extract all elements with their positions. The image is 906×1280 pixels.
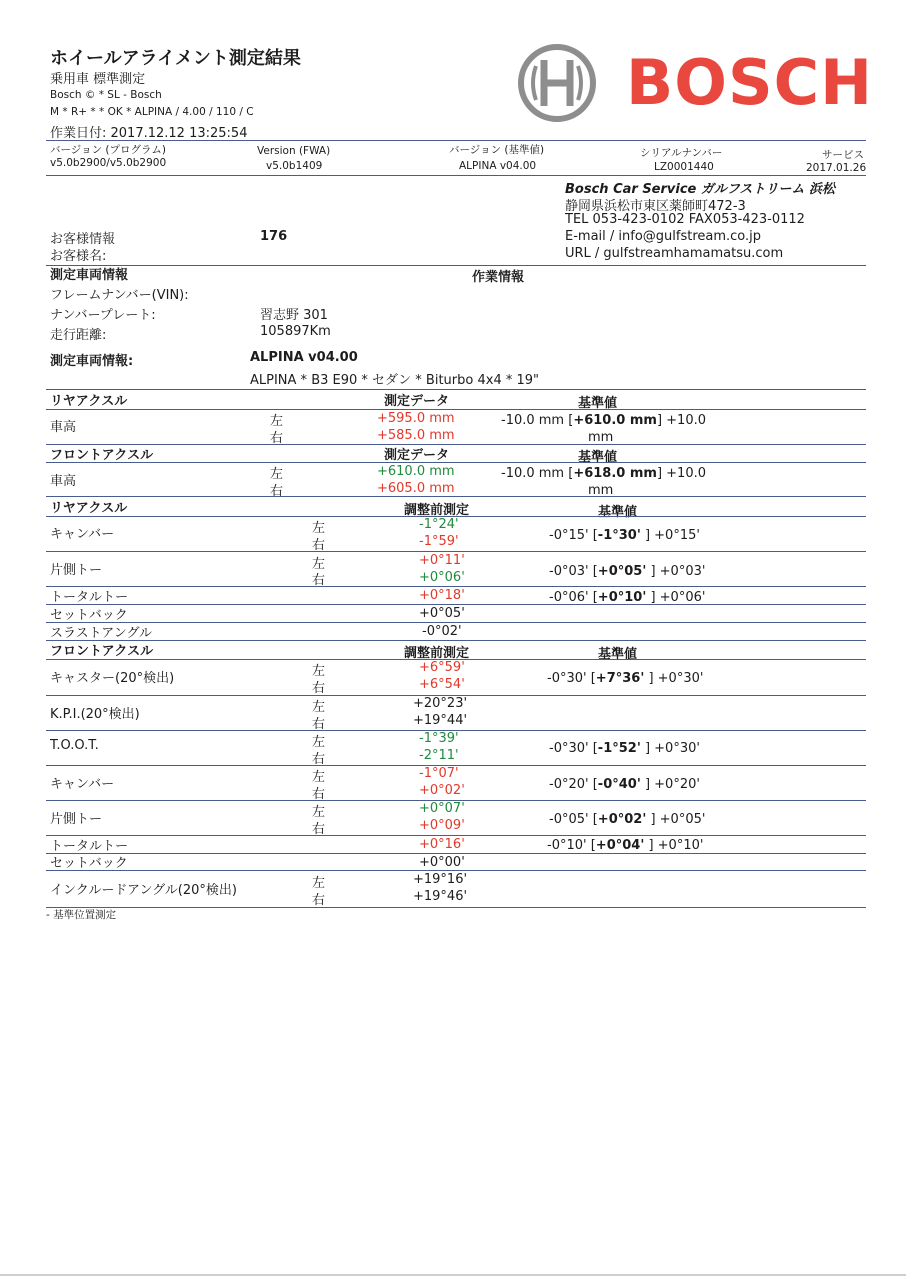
shop-name: Bosch Car Service ガルフストリーム 浜松 (565, 182, 835, 197)
model-description: ALPINA * B3 E90 * セダン * Biturbo 4x4 * 19" (250, 373, 539, 388)
front-height-label: 車高 (50, 474, 77, 489)
rear-height-left: +595.0 mm (377, 411, 455, 426)
right-label: 右 (312, 681, 326, 696)
page-edge (0, 1274, 906, 1276)
right-label: 右 (312, 573, 326, 588)
front-camber-label: キャンバー (50, 777, 115, 792)
kpi-label: K.P.I.(20°検出) (50, 707, 140, 722)
included-angle-label: インクルードアングル(20°検出) (50, 883, 237, 898)
plate-label: ナンバープレート: (50, 308, 156, 323)
col-spec-header: 基準値 (598, 647, 638, 662)
front-height-spec-unit: mm (588, 483, 614, 498)
shop-tel: TEL 053-423-0102 FAX053-423-0112 (565, 212, 805, 227)
left-label: 左 (312, 700, 326, 715)
rear-height-spec: -10.0 mm [+610.0 mm] +10.0 (501, 413, 706, 428)
right-label: 右 (270, 431, 284, 446)
front-height-spec: -10.0 mm [+618.0 mm] +10.0 (501, 466, 706, 481)
caster-left: +6°59' (419, 660, 465, 675)
rear-setback-label: セットバック (50, 608, 128, 623)
rear-camber-right: -1°59' (419, 534, 459, 549)
work-date: 作業日付: 2017.12.12 13:25:54 (50, 126, 248, 141)
bosch-wordmark: BOSCH (626, 46, 874, 119)
rear-toe-label: 片側トー (50, 563, 103, 578)
rear-camber-label: キャンバー (50, 527, 115, 542)
front-total-toe-value: +0°16' (419, 837, 465, 852)
rear-camber-left: -1°24' (419, 517, 459, 532)
fwa-version-label: Version (FWA) (257, 145, 331, 157)
front-toe-left: +0°07' (419, 801, 465, 816)
work-info-title: 作業情報 (472, 270, 525, 285)
col-before-adjust: 調整前測定 (404, 646, 470, 661)
shop-url: URL / gulfstreamhamamatsu.com (565, 246, 784, 261)
left-label: 左 (312, 805, 326, 820)
vehicle-info2-label: 測定車両情報: (50, 354, 134, 369)
front-camber-spec: -0°20' [-0°40' ] +0°20' (549, 777, 700, 792)
vehicle-section-title: 測定車両情報 (50, 268, 129, 283)
rear-setback-value: +0°05' (419, 606, 465, 621)
col-spec-header: 基準値 (578, 450, 618, 465)
customer-number: 176 (260, 229, 288, 244)
toot-label: T.O.O.T. (50, 738, 99, 753)
right-label: 右 (270, 484, 284, 499)
vin-label: フレームナンバー(VIN): (50, 288, 189, 303)
service-label: サービス (822, 149, 864, 161)
caster-label: キャスター(20°検出) (50, 671, 175, 686)
col-measure-header: 測定データ (384, 448, 450, 463)
rear-camber-spec: -0°15' [-1°30' ] +0°15' (549, 528, 700, 543)
included-angle-left: +19°16' (413, 872, 468, 887)
front-total-toe-spec: -0°10' [+0°04' ] +0°10' (547, 838, 704, 853)
system-line: Bosch © * SL - Bosch (50, 89, 162, 101)
kpi-left: +20°23' (413, 696, 468, 711)
rear-total-toe-label: トータルトー (50, 590, 129, 605)
left-label: 左 (270, 414, 284, 429)
rear-axle-height-title: リヤアクスル (50, 394, 128, 409)
program-version-label: バージョン (プログラム) (50, 144, 167, 156)
right-label: 右 (312, 538, 326, 553)
front-toe-spec: -0°05' [+0°02' ] +0°05' (549, 812, 706, 827)
shop-address: 静岡県浜松市東区薬師町472-3 (565, 199, 746, 214)
right-label: 右 (312, 752, 326, 767)
rear-height-right: +585.0 mm (377, 428, 455, 443)
left-label: 左 (312, 770, 326, 785)
measurement-type: 乗用車 標準測定 (50, 72, 146, 87)
fwa-version-value: v5.0b1409 (266, 160, 323, 172)
right-label: 右 (312, 822, 326, 837)
front-toe-right: +0°09' (419, 818, 465, 833)
footer-note: - 基準位置測定 (46, 909, 117, 921)
front-height-left: +610.0 mm (377, 464, 455, 479)
col-spec-header: 基準値 (598, 505, 638, 520)
left-label: 左 (312, 664, 326, 679)
toot-left: -1°39' (419, 731, 459, 746)
left-label: 左 (270, 467, 284, 482)
customer-info-label: お客様情報 (50, 232, 116, 247)
rear-toe-left: +0°11' (419, 553, 465, 568)
ref-version-value: ALPINA v04.00 (459, 160, 537, 172)
front-total-toe-label: トータルトー (50, 839, 129, 854)
rear-total-toe-spec: -0°06' [+0°10' ] +0°06' (549, 590, 706, 605)
toot-spec: -0°30' [-1°52' ] +0°30' (549, 741, 700, 756)
customer-name-label: お客様名: (50, 249, 107, 264)
front-toe-label: 片側トー (50, 812, 103, 827)
rear-axle-title: リヤアクスル (50, 501, 128, 516)
ref-version-label: バージョン (基準値) (449, 144, 545, 156)
serial-value: LZ0001440 (654, 161, 714, 173)
bosch-armature-logo (516, 42, 598, 124)
front-height-right: +605.0 mm (377, 481, 455, 496)
mileage-value: 105897Km (260, 324, 331, 339)
thrust-angle-label: スラストアングル (50, 626, 153, 641)
col-measure-header: 測定データ (384, 394, 450, 409)
right-label: 右 (312, 787, 326, 802)
left-label: 左 (312, 557, 326, 572)
thrust-angle-value: -0°02' (422, 624, 462, 639)
rear-height-label: 車高 (50, 420, 77, 435)
front-setback-value: +0°00' (419, 855, 465, 870)
col-before-adjust: 調整前測定 (404, 503, 470, 518)
rear-total-toe-value: +0°18' (419, 588, 465, 603)
left-label: 左 (312, 521, 326, 536)
front-setback-label: セットバック (50, 856, 128, 871)
right-label: 右 (312, 893, 326, 908)
serial-label: シリアルナンバー (640, 147, 723, 159)
front-camber-right: +0°02' (419, 783, 465, 798)
right-label: 右 (312, 717, 326, 732)
shop-email: E-mail / info@gulfstream.co.jp (565, 229, 762, 244)
kpi-right: +19°44' (413, 713, 468, 728)
front-camber-left: -1°07' (419, 766, 459, 781)
toot-right: -2°11' (419, 748, 459, 763)
rear-toe-spec: -0°03' [+0°05' ] +0°03' (549, 564, 706, 579)
left-label: 左 (312, 876, 326, 891)
left-label: 左 (312, 735, 326, 750)
service-date: 2017.01.26 (806, 162, 867, 174)
model-title: ALPINA v04.00 (250, 350, 358, 365)
mileage-label: 走行距離: (50, 328, 107, 343)
plate-value: 習志野 301 (260, 308, 328, 323)
program-version-value: v5.0b2900/v5.0b2900 (50, 157, 167, 169)
included-angle-right: +19°46' (413, 889, 468, 904)
rear-height-spec-unit: mm (588, 430, 614, 445)
caster-right: +6°54' (419, 677, 465, 692)
rear-toe-right: +0°06' (419, 570, 465, 585)
front-axle-height-title: フロントアクスル (50, 448, 154, 463)
front-axle-title: フロントアクスル (50, 644, 154, 659)
config-line: M * R+ * * OK * ALPINA / 4.00 / 110 / C (50, 106, 254, 118)
report-title: ホイールアライメント測定結果 (50, 48, 301, 69)
caster-spec: -0°30' [+7°36' ] +0°30' (547, 671, 704, 686)
col-spec-header: 基準値 (578, 396, 618, 411)
